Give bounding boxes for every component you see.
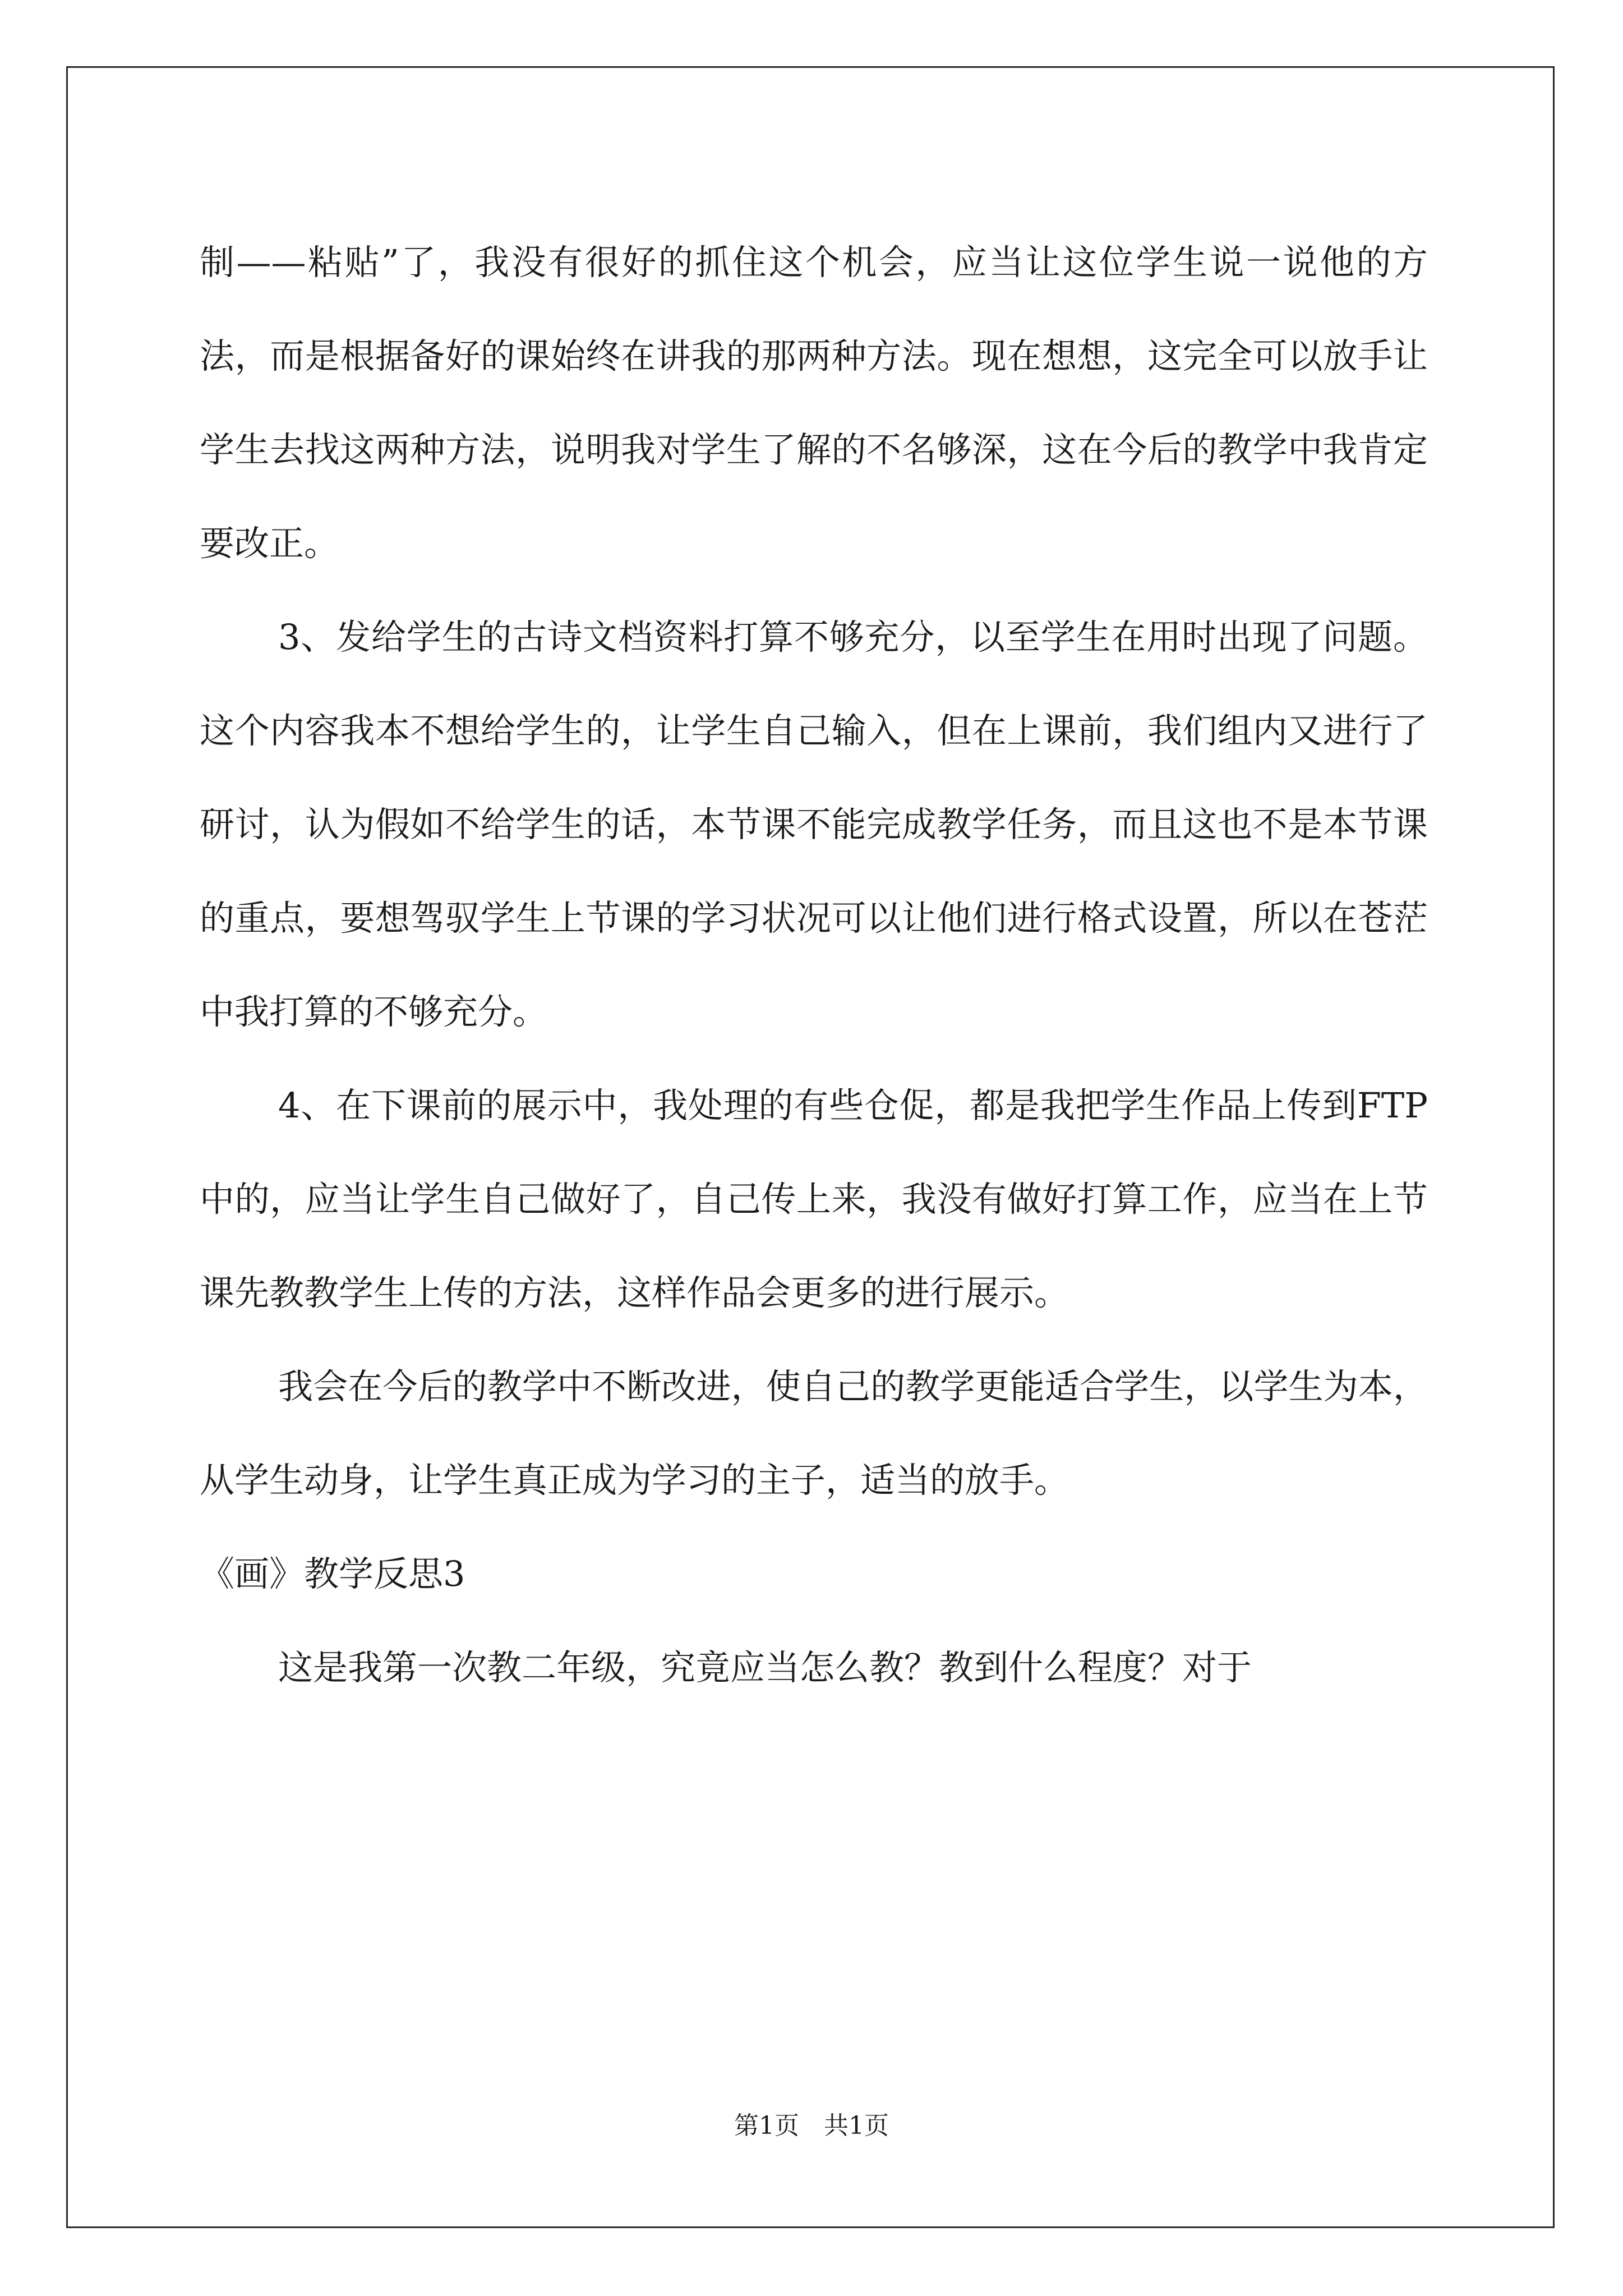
- section-heading: 《画》教学反思3: [200, 1553, 465, 1594]
- paragraph: 制——粘贴”了，我没有很好的抓住这个机会，应当让这位学生说一说他的方法，而是根据备好的课始终在讲我的那两种方法。现在想想，这完全可以放手让学生去找这两种方法，说明我对学生了解的不名够深，这在今后的教学中我肯定要改正。: [200, 242, 1428, 564]
- page-footer: 第1页 共1页: [734, 2111, 889, 2140]
- paragraph: 这是我第一次教二年级，究竟应当怎么教？教到什么程度？对于: [278, 1647, 1252, 1688]
- document-body: [200, 215, 1428, 1714]
- paragraph: 3、发给学生的古诗文档资料打算不够充分，以至学生在用时出现了问题。这个内容我本不想给学生的，让学生自己输入，但在上课前，我们组内又进行了研讨，认为假如不给学生的话，本节课不能完成教学任务，而且这也不是本节课的重点，要想驾驭学生上节课的学习状况可以让他们进行格式设置，所以在苍茫中我打算的不够充分。: [200, 616, 1428, 1032]
- paragraph: 4、在下课前的展示中，我处理的有些仓促，都是我把学生作品上传到FTP中的，应当让学生自己做好了，自己传上来，我没有做好打算工作，应当在上节课先教教学生上传的方法，这样作品会更多的进行展示。: [200, 1085, 1428, 1313]
- paragraph: 我会在今后的教学中不断改进，使自己的教学更能适合学生，以学生为本，从学生动身，让学生真正成为学习的主子，适当的放手。: [200, 1366, 1428, 1501]
